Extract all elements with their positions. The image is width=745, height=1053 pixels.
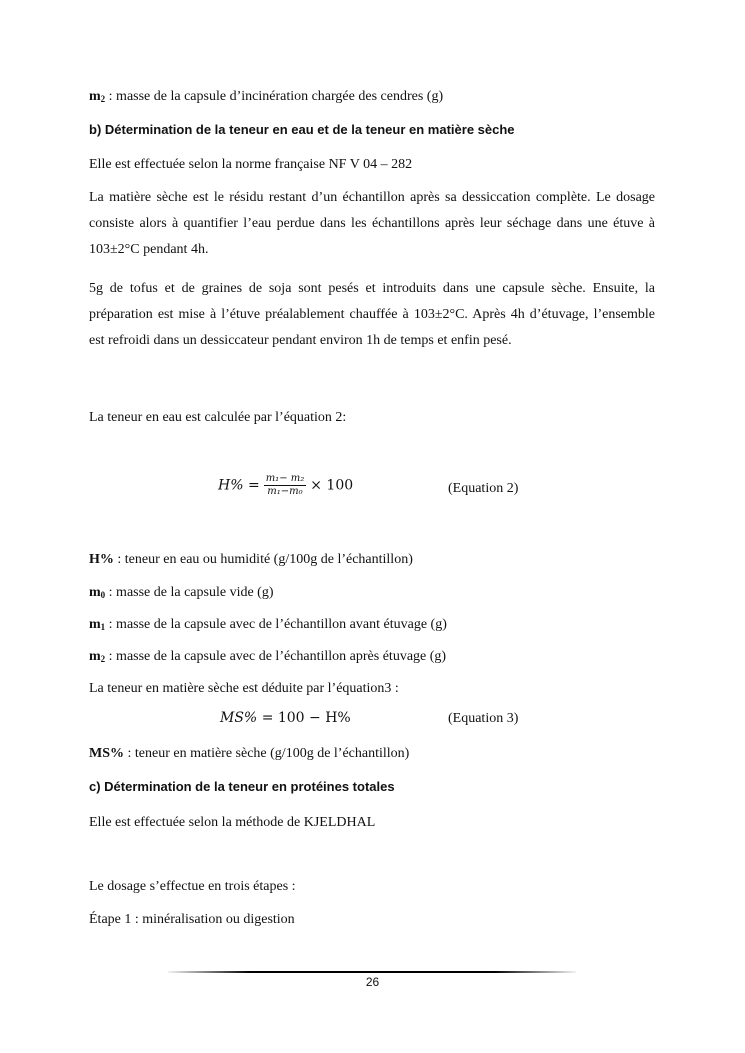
symbol-MS: MS% (89, 746, 124, 761)
def-m0 (89, 580, 655, 606)
eq3-lhs: MS% (220, 710, 258, 726)
definition-text: : masse de la capsule d’incinération chargée des cendres (g) (105, 89, 444, 104)
equation-3 (220, 710, 351, 726)
eq2-lhs: H% = (218, 477, 260, 494)
symbol-m2: $m_2$ (89, 89, 106, 104)
eq2-fraction (264, 473, 307, 498)
def-MS (89, 741, 655, 767)
equation-2-label: (Equation 2) (448, 481, 519, 496)
page-number: 26 (365, 975, 380, 989)
definition-text: : masse de la capsule vide (g) (105, 585, 274, 600)
equation-2 (218, 473, 353, 498)
def-H (89, 547, 655, 573)
norm-line: Elle est effectuée selon la norme française NF V 04 – 282 (89, 157, 413, 172)
three-steps-line: Le dosage s’effectue en trois étapes : (89, 879, 296, 894)
eq3-rhs: = 100 − H% (261, 710, 351, 726)
step-1-line: Étape 1 : minéralisation ou digestion (89, 912, 295, 927)
intro-equation-3: La teneur en matière sèche est déduite par l’équation3 : (89, 681, 399, 696)
symbol-m0: $m_0$ (89, 585, 106, 600)
section-heading-c: c) Détermination de la teneur en protéines totales (89, 779, 395, 794)
footer-divider (168, 971, 576, 973)
symbol-H: H% (89, 552, 114, 567)
section-heading-b: b) Détermination de la teneur en eau et de la teneur en matière sèche (89, 122, 515, 137)
paragraph-procedure: 5g de tofus et de graines de soja sont pesés et introduits dans une capsule sèche. Ensuite, la préparation est mise à l’étuve préalablement chauffée à 103±2°C. Après 4h d’étuvage, l’ensemble est refroidi dans un dessiccateur pendant environ 1h de temps et enfin pesé. (89, 281, 655, 348)
paragraph-dry-matter: La matière sèche est le résidu restant d’un échantillon après sa dessiccation complète. Le dosage consiste alors à quantifier l’eau perdue dans les échantillons après leur séchage dans une étuve à 103±2°C pendant 4h. (89, 190, 655, 257)
def-m2-ash (89, 84, 655, 110)
symbol-m2: $m_2$ (89, 649, 106, 664)
eq2-rhs: × 100 (310, 477, 354, 494)
definition-text: : teneur en matière sèche (g/100g de l’échantillon) (124, 746, 410, 761)
symbol-m1: $m_1$ (89, 617, 106, 632)
def-m2 (89, 644, 655, 670)
kjeldahl-line: Elle est effectuée selon la méthode de KJELDHAL (89, 815, 376, 830)
equation-3-label: (Equation 3) (448, 711, 519, 726)
intro-equation-2: La teneur en eau est calculée par l’équation 2: (89, 410, 347, 425)
definition-text: : masse de la capsule avec de l’échantillon après étuvage (g) (105, 649, 447, 664)
eq2-denominator: m₁−m₀ (267, 486, 303, 497)
definition-text: : teneur en eau ou humidité (g/100g de l’échantillon) (113, 552, 413, 567)
definition-text: : masse de la capsule avec de l’échantillon avant étuvage (g) (105, 617, 447, 632)
eq2-numerator: m₁− m₂ (265, 473, 305, 484)
def-m1 (89, 612, 655, 638)
